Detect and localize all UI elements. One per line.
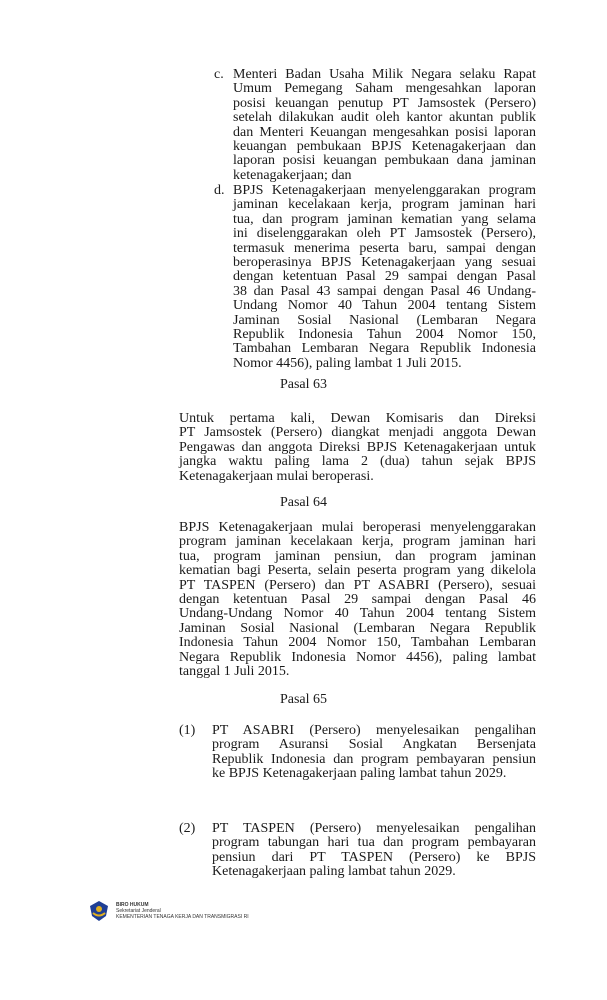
text-line: Negara Republik Indonesia Nomor 4456), paling lambat bbox=[179, 649, 536, 665]
footer-logo-block bbox=[88, 900, 249, 922]
text-line: Jaminan Sosial Nasional (Lembaran Negara bbox=[233, 312, 536, 328]
text-line: Undang Nomor 40 Tahun 2004 tentang Sistem bbox=[233, 298, 536, 314]
text-line: BPJS Ketenagakerjaan mulai beroperasi menyelenggarakan bbox=[179, 520, 536, 535]
text-line: Untuk pertama kali, Dewan Komisaris dan Direksi bbox=[179, 411, 536, 426]
item-label: c. bbox=[214, 67, 224, 82]
text-line: Indonesia Tahun 2004 Nomor 150, Tambahan Lembaran bbox=[179, 635, 536, 651]
text-line: posisi keuangan penutup PT Jamsostek (Persero) bbox=[233, 95, 536, 111]
pasal-64-heading: Pasal 64 bbox=[279, 495, 328, 510]
text-line: kematian bagi Peserta, selain peserta program yang dikelola bbox=[179, 563, 536, 579]
text-line: dan Menteri Keuangan mengesahkan posisi laporan bbox=[233, 124, 536, 140]
text-line: Ketenagakerjaan mulai beroperasi. bbox=[179, 468, 374, 484]
list-item-d bbox=[214, 184, 536, 371]
text-line: keuangan pembukaan BPJS Ketenagakerjaan dan bbox=[233, 138, 536, 154]
footer-line-2: Sekretariat Jenderal bbox=[116, 908, 161, 914]
text-line: pensiun dari PT TASPEN (Persero) ke BPJS bbox=[212, 849, 536, 865]
text-line: program jaminan kecelakaan kerja, program jaminan hari bbox=[179, 534, 536, 550]
text-line: Pengawas dan anggota Direksi BPJS Ketenagakerjaan untuk bbox=[179, 439, 536, 455]
text-line: program tabungan hari tua dan program pembayaran bbox=[212, 835, 536, 851]
text-line: ketenagakerjaan; dan bbox=[233, 167, 352, 183]
text-line: PT Jamsostek (Persero) diangkat menjadi anggota Dewan bbox=[179, 425, 536, 441]
text-line: jangka waktu paling lama 2 (dua) tahun sejak BPJS bbox=[179, 454, 536, 470]
item-label: (2) bbox=[179, 821, 196, 836]
footer-line-3: KEMENTERIAN TENAGA KERJA DAN TRANSMIGRASI RI bbox=[116, 914, 249, 920]
text-line: beroperasinya BPJS Ketenagakerjaan yang sesuai bbox=[233, 254, 536, 270]
ministry-logo-icon bbox=[88, 900, 110, 922]
text-line: Menteri Badan Usaha Milik Negara selaku Rapat bbox=[233, 67, 536, 82]
text-line: jaminan kecelakaan kerja, program jaminan hari bbox=[233, 197, 536, 213]
text-line: ini diselenggarakan oleh PT Jamsostek (Persero), bbox=[233, 226, 536, 242]
text-line: PT ASABRI (Persero) menyelesaikan pengalihan bbox=[212, 723, 536, 738]
text-line: Republik Indonesia Tahun 2004 Nomor 150, bbox=[233, 326, 536, 342]
text-line: dengan ketentuan Pasal 29 sampai dengan Pasal bbox=[233, 269, 536, 285]
text-line: ke BPJS Ketenagakerjaan paling lambat tahun 2029. bbox=[212, 766, 507, 782]
pasal-64-paragraph bbox=[179, 521, 536, 679]
text-line: PT TASPEN (Persero) dan PT ASABRI (Persero), sesuai bbox=[179, 577, 536, 593]
pasal-65-item-2 bbox=[179, 822, 536, 880]
text-line: Umum Pemegang Saham mengesahkan laporan bbox=[233, 81, 536, 97]
text-line: dengan ketentuan Pasal 29 sampai dengan Pasal 46 bbox=[179, 591, 536, 607]
text-line: tua, program jaminan pensiun, dan program jaminan bbox=[179, 548, 536, 564]
list-item-c bbox=[214, 68, 536, 183]
text-line: Republik Indonesia dan program pembayaran pensiun bbox=[212, 751, 536, 767]
footer-line-1: BIRO HUKUM bbox=[116, 902, 149, 908]
text-line: setelah dilakukan audit oleh kantor akuntan publik bbox=[233, 110, 536, 126]
text-line: Jaminan Sosial Nasional (Lembaran Negara Republik bbox=[179, 620, 536, 636]
text-line: Nomor 4456), paling lambat 1 Juli 2015. bbox=[233, 355, 462, 371]
item-label: d. bbox=[214, 183, 225, 198]
text-line: laporan posisi keuangan pembukaan dana jaminan bbox=[233, 153, 536, 169]
text-line: tua, dan program jaminan kematian yang selama bbox=[233, 211, 536, 227]
pasal-65-item-1 bbox=[179, 724, 536, 782]
text-line: PT TASPEN (Persero) menyelesaikan pengalihan bbox=[212, 821, 536, 836]
text-line: tanggal 1 Juli 2015. bbox=[179, 663, 290, 679]
pasal-65-heading: Pasal 65 bbox=[279, 692, 328, 707]
text-line: termasuk menerima peserta baru, sampai dengan bbox=[233, 240, 536, 256]
text-line: BPJS Ketenagakerjaan menyelenggarakan program bbox=[233, 183, 536, 198]
text-line: program Asuransi Sosial Angkatan Bersenjata bbox=[212, 737, 536, 753]
text-line: Ketenagakerjaan paling lambat tahun 2029. bbox=[212, 864, 456, 880]
pasal-63-heading: Pasal 63 bbox=[279, 377, 328, 392]
text-line: 38 dan Pasal 43 sampai dengan Pasal 46 Undang- bbox=[233, 283, 536, 299]
text-line: Undang-Undang Nomor 40 Tahun 2004 tentang Sistem bbox=[179, 606, 536, 622]
item-label: (1) bbox=[179, 723, 196, 738]
text-line: Tambahan Lembaran Negara Republik Indonesia bbox=[233, 341, 536, 357]
pasal-63-paragraph bbox=[179, 412, 536, 484]
